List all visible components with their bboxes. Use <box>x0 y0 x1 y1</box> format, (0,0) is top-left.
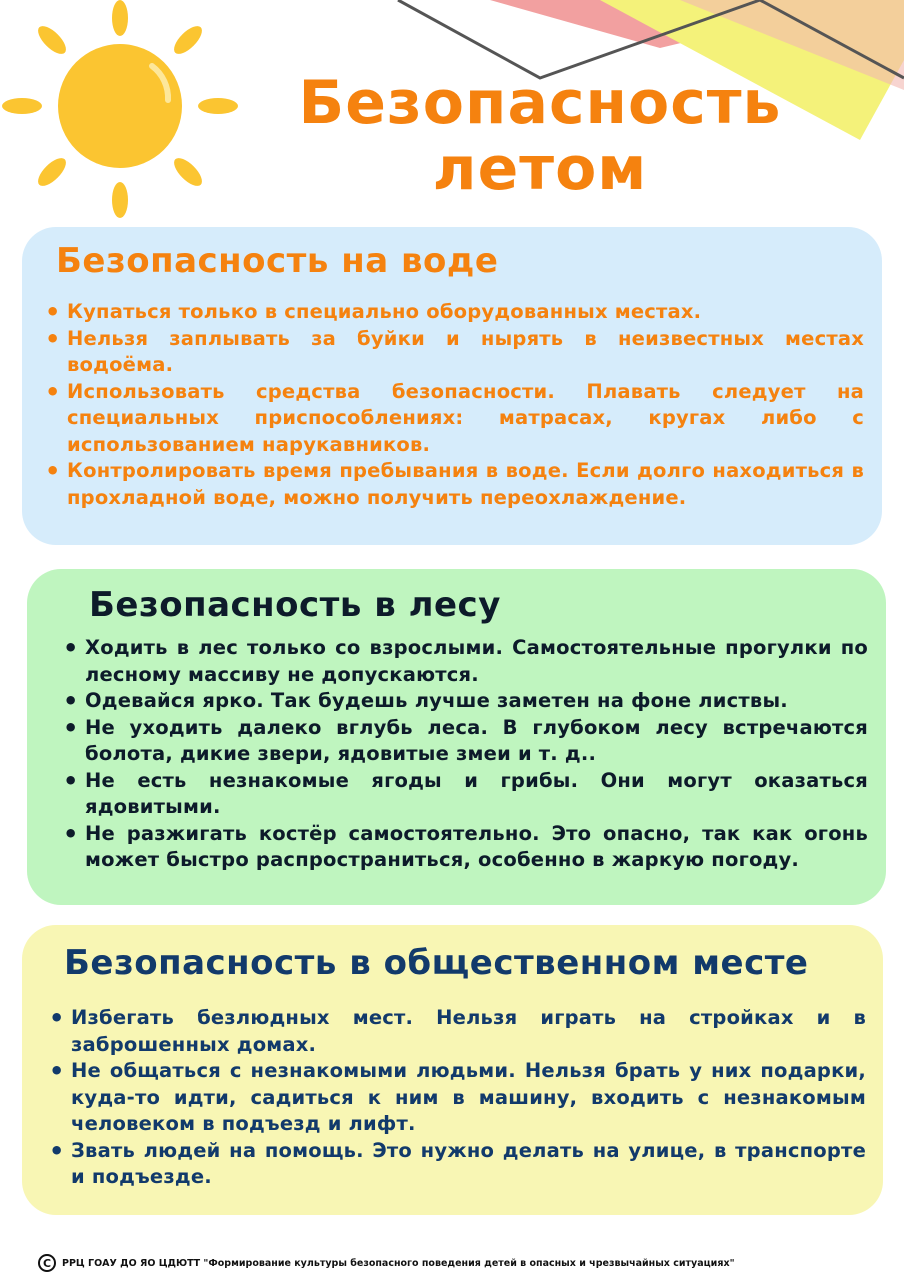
list-item: • Нельзя заплывать за буйки и нырять в неизвестных местах водоёма. <box>67 326 864 379</box>
copyright-icon: C <box>38 1254 56 1272</box>
sun-icon <box>2 0 238 218</box>
footer <box>38 1251 898 1275</box>
public-place-safety-list <box>71 1005 866 1191</box>
page-title-line-1: Безопасность <box>298 68 782 138</box>
list-item: • Купаться только в специально оборудованных местах. <box>67 299 864 326</box>
list-item: • Одевайся ярко. Так будешь лучше заметен на фоне листвы. <box>85 688 868 715</box>
forest-safety-list <box>85 635 868 874</box>
list-item: • Использовать средства безопасности. Плавать следует на специальных приспособлениях: матрасах, кругах либо с использованием нарукавников. <box>67 379 864 459</box>
water-safety-card <box>22 227 882 545</box>
list-item: • Звать людей на помощь. Это нужно делать на улице, в транспорте и подъезде. <box>71 1138 866 1191</box>
page-title <box>250 70 830 202</box>
water-safety-heading: Безопасность на воде <box>56 241 499 281</box>
list-item: • Не есть незнакомые ягоды и грибы. Они могут оказаться ядовитыми. <box>85 768 868 821</box>
public-place-safety-heading: Безопасность в общественном месте <box>64 943 809 983</box>
forest-safety-heading: Безопасность в лесу <box>89 585 501 625</box>
list-item: • Ходить в лес только со взрослыми. Самостоятельные прогулки по лесному массиву не допускаются. <box>85 635 868 688</box>
list-item: • Избегать безлюдных мест. Нельзя играть на стройках и в заброшенных домах. <box>71 1005 866 1058</box>
water-safety-list <box>67 299 864 511</box>
list-item: • Не уходить далеко вглубь леса. В глубоком лесу встречаются болота, дикие звери, ядовитые змеи и т. д.. <box>85 715 868 768</box>
list-item: • Не разжигать костёр самостоятельно. Это опасно, так как огонь может быстро распространиться, особенно в жаркую погоду. <box>85 821 868 874</box>
forest-safety-card <box>27 569 886 905</box>
list-item: • Контролировать время пребывания в воде. Если долго находиться в прохладной воде, можно получить переохлаждение. <box>67 458 864 511</box>
public-place-safety-card <box>22 925 883 1215</box>
list-item: • Не общаться с незнакомыми людьми. Нельзя брать у них подарки, куда-то идти, садиться к ним в машину, входить с незнакомым человеком в подъезд и лифт. <box>71 1058 866 1138</box>
page-title-line-2: летом <box>432 134 648 204</box>
footer-text: РРЦ ГОАУ ДО ЯО ЦДЮТТ "Формирование культуры безопасного поведения детей в опасных и чрезвычайных ситуациях" <box>62 1257 735 1269</box>
